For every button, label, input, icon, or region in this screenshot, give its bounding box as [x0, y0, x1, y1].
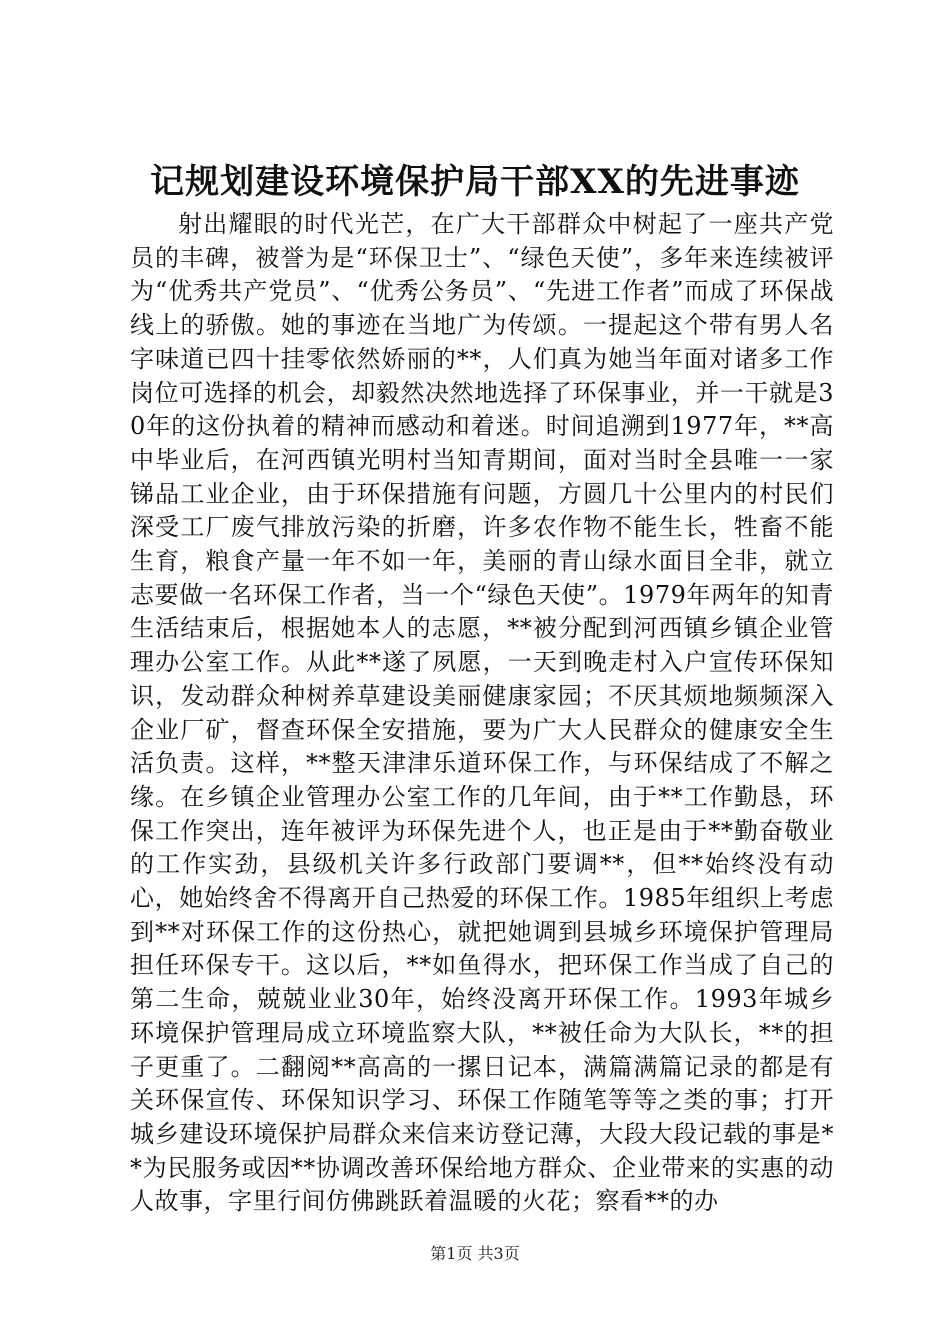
document-title: 记规划建设环境保护局干部XX的先进事迹 [150, 162, 800, 202]
page-footer [0, 1244, 950, 1264]
document-body-paragraph: 射出耀眼的时代光芒，在广大干部群众中树起了一座共产党员的丰碑，被誉为是“环保卫士”、“绿色天使”，多年来连续被评为“优秀共产党员”、“优秀公务员”、“先进工作者”而成了环保战线上的骄傲。她的事迹在当地广为传颂。一提起这个带有男人名字味道已四十挂零依然娇丽的**，人们真为她当年面对诸多工作岗位可选择的机会，却毅然决然地选择了环保事业，并一干就是30年的这份执着的精神而感动和着迷。时间追溯到1977年，**高中毕业后，在河西镇光明村当知青期间，面对当时全县唯一一家锑品工业企业，由于环保措施有问题，方圆几十公里内的村民们深受工厂废气排放污染的折磨，许多农作物不能生长，牲畜不能生育，粮食产量一年不如一年，美丽的青山绿水面目全非，就立志要做一名环保工作者，当一个“绿色天使”。1979年两年的知青生活结束后，根据她本人的志愿，**被分配到河西镇乡镇企业管理办公室工作。从此**遂了夙愿，一天到晚走村入户宣传环保知识，发动群众种树养草建设美丽健康家园；不厌其烦地频频深入企业厂矿，督查环保全安措施，要为广大人民群众的健康安全生活负责。这样，**整天津津乐道环保工作，与环保结成了不解之缘。在乡镇企业管理办公室工作的几年间，由于**工作勤恳，环保工作突出，连年被评为环保先进个人，也正是由于**勤奋敬业的工作实劲，县级机关许多行政部门要调**，但**始终没有动心，她始终舍不得离开自己热爱的环保工作。1985年组织上考虑到**对环保工作的这份热心，就把她调到县城乡环境保护管理局担任环保专干。这以后，**如鱼得水，把环保工作当成了自己的第二生命，兢兢业业30年，始终没离开环保工作。1993年城乡环境保护管理局成立环境监察大队，**被任命为大队长，**的担子更重了。二翻阅**高高的一摞日记本，满篇满篇记录的都是有关环保宣传、环保知识学习、环保工作随笔等等之类的事；打开城乡建设环境保护局群众来信来访登记薄，大段大段记载的事是**为民服务或因**协调改善环保给地方群众、企业带来的实惠的动人故事，字里行间仿佛跳跃着温暖的火花；察看**的办 [130, 210, 834, 1216]
page-indicator: 第1页 共3页 [430, 1244, 520, 1263]
